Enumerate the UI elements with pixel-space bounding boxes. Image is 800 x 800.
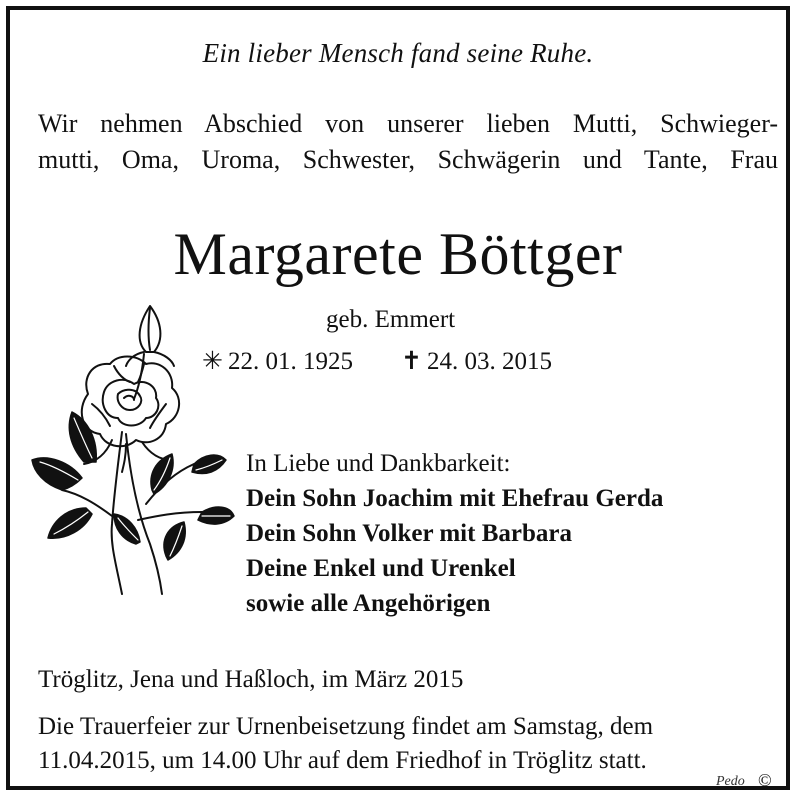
designer-signature: Pedo xyxy=(716,774,745,789)
family-line: Deine Enkel und Urenkel xyxy=(246,555,516,582)
ceremony-line: Die Trauerfeier zur Urnenbeisetzung findet am Samstag, dem xyxy=(38,713,654,740)
birth-name: geb. Emmert xyxy=(326,306,456,333)
family-line: sowie alle Angehörigen xyxy=(246,590,491,617)
family-line: Dein Sohn Volker mit Barbara xyxy=(246,520,572,547)
intro-line: mutti, Oma, Uroma, Schwester, Schwägerin und Tante, Frau xyxy=(38,145,778,174)
motto: Ein lieber Mensch fand seine Ruhe. xyxy=(202,38,594,68)
intro-line: Wir nehmen Abschied von unserer lieben Mutti, Schwieger- xyxy=(38,109,778,138)
birth-date: 22. 01. 1925 xyxy=(228,348,353,375)
ceremony-info xyxy=(38,710,766,778)
intro-text xyxy=(38,106,778,178)
copyright-icon: © xyxy=(758,770,772,790)
place-and-date: Tröglitz, Jena und Haßloch, im März 2015 xyxy=(38,666,464,693)
birth-star-icon: ✳ xyxy=(202,348,223,375)
obituary-notice xyxy=(6,6,790,790)
death-date: 24. 03. 2015 xyxy=(427,348,552,375)
rose-icon xyxy=(26,294,236,604)
family-heading: In Liebe und Dankbarkeit: xyxy=(246,450,511,477)
ceremony-line: 11.04.2015, um 14.00 Uhr auf dem Friedhof in Tröglitz statt. xyxy=(38,747,647,774)
family-line: Dein Sohn Joachim mit Ehefrau Gerda xyxy=(246,485,664,512)
life-dates xyxy=(202,346,552,376)
death-cross-icon: ✝ xyxy=(401,348,422,375)
family-block xyxy=(246,446,663,621)
deceased-name: Margarete Böttger xyxy=(173,221,623,287)
